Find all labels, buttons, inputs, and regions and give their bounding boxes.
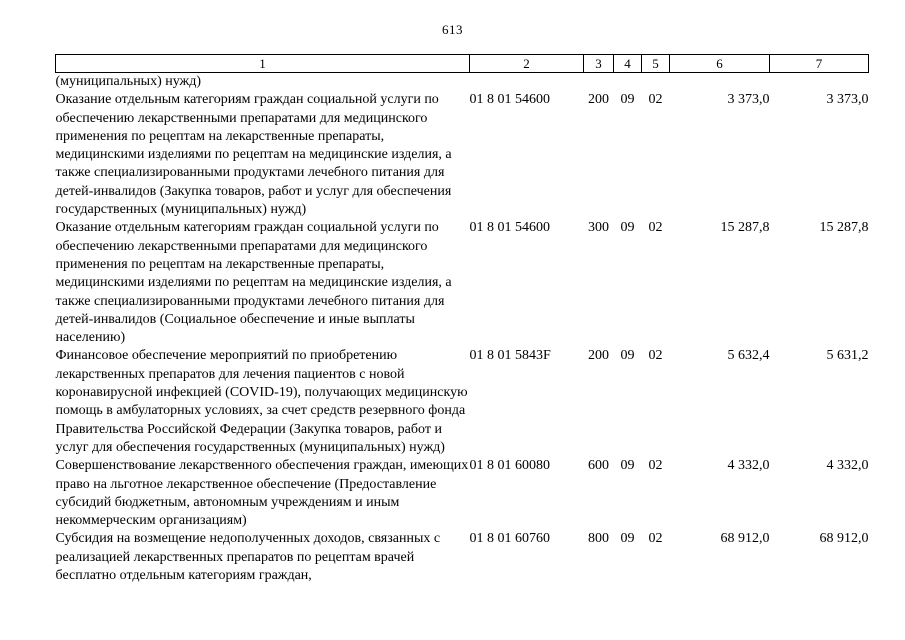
row-vr: 300 — [588, 220, 609, 236]
row-amount-actual: 68 912,0 — [819, 531, 869, 547]
row-section: 09 — [620, 220, 635, 236]
row-amount-actual: 4 332,0 — [826, 458, 869, 474]
row-amount-actual: 15 287,8 — [819, 220, 869, 236]
row-subsection: 02 — [648, 531, 663, 547]
row-subsection: 02 — [648, 458, 663, 474]
budget-table — [55, 54, 869, 585]
page-number: 613 — [442, 22, 463, 37]
row-name: Оказание отдельным категориям граждан социальной услуги по обеспечению лекарственными препаратами для медицинского применения по рецептам на лекарственные препараты, медицинскими изделиями по рецептам на медицинские изделия, а также специализированными продуктами лечебного питания для детей-инвалидов (Закупка товаров, работ и услуг для обеспечения государственных (муниципальных) нужд) — [55, 92, 452, 218]
row-section: 09 — [620, 531, 635, 547]
row-vr: 200 — [588, 348, 609, 364]
row-amount-actual — [770, 73, 869, 92]
row-section — [614, 73, 642, 92]
row-section: 09 — [620, 458, 635, 474]
header-col-6: 6 — [670, 55, 770, 73]
header-col-3: 3 — [584, 55, 614, 73]
table-row — [56, 73, 869, 92]
table-row — [56, 457, 869, 530]
row-vr: 200 — [588, 92, 609, 108]
row-amount-plan: 3 373,0 — [727, 92, 770, 108]
row-subsection: 02 — [648, 348, 663, 364]
row-amount-plan — [670, 73, 770, 92]
header-col-4: 4 — [614, 55, 642, 73]
header-col-2: 2 — [470, 55, 584, 73]
row-name: Субсидия на возмещение недополученных доходов, связанных с реализацией лекарственных препаратов по рецептам врачей бесплатно отдельным категориям граждан, — [55, 531, 441, 584]
row-code: 01 8 01 54600 — [469, 92, 550, 108]
table-row — [56, 219, 869, 347]
row-subsection — [642, 73, 670, 92]
header-row — [56, 55, 869, 73]
row-vr — [584, 73, 614, 92]
table-row — [56, 91, 869, 219]
row-amount-actual: 5 631,2 — [826, 348, 869, 364]
row-section: 09 — [620, 92, 635, 108]
row-amount-plan: 68 912,0 — [720, 531, 770, 547]
row-amount-actual: 3 373,0 — [826, 92, 869, 108]
row-subsection: 02 — [648, 92, 663, 108]
row-amount-plan: 5 632,4 — [727, 348, 770, 364]
table-row — [56, 347, 869, 457]
header-col-7: 7 — [770, 55, 869, 73]
row-code — [470, 73, 584, 92]
row-vr: 600 — [588, 458, 609, 474]
row-subsection: 02 — [648, 220, 663, 236]
header-col-5: 5 — [642, 55, 670, 73]
row-code: 01 8 01 5843F — [469, 348, 551, 364]
row-code: 01 8 01 60760 — [469, 531, 550, 547]
header-col-1: 1 — [56, 55, 470, 73]
row-name: (муниципальных) нужд) — [55, 74, 202, 89]
row-code: 01 8 01 54600 — [469, 220, 550, 236]
row-amount-plan: 15 287,8 — [720, 220, 770, 236]
row-vr: 800 — [588, 531, 609, 547]
row-name: Оказание отдельным категориям граждан социальной услуги по обеспечению лекарственными препаратами для медицинского применения по рецептам на лекарственные препараты, медицинскими изделиями по рецептам на медицинские изделия, а также специализированными продуктами лечебного питания для детей-инвалидов (Социальное обеспечение и иные выплаты населению) — [55, 220, 452, 346]
table-row — [56, 530, 869, 585]
row-amount-plan: 4 332,0 — [727, 458, 770, 474]
row-name: Совершенствование лекарственного обеспечения граждан, имеющих право на льготное лекарственное обеспечение (Предоставление субсидий бюджетным, автономным учреждениям и иным некоммерческим организациям) — [55, 458, 469, 529]
row-section: 09 — [620, 348, 635, 364]
row-name: Финансовое обеспечение мероприятий по приобретению лекарственных препаратов для лечения пациентов с новой коронавирусной инфекцией (COVID-19), получающих медицинскую помощь в амбулаторных условиях, за счет средств резервного фонда Правительства Российской Федерации (Закупка товаров, работ и услуг для обеспечения государственных (муниципальных) нужд) — [55, 348, 468, 455]
row-code: 01 8 01 60080 — [469, 458, 550, 474]
